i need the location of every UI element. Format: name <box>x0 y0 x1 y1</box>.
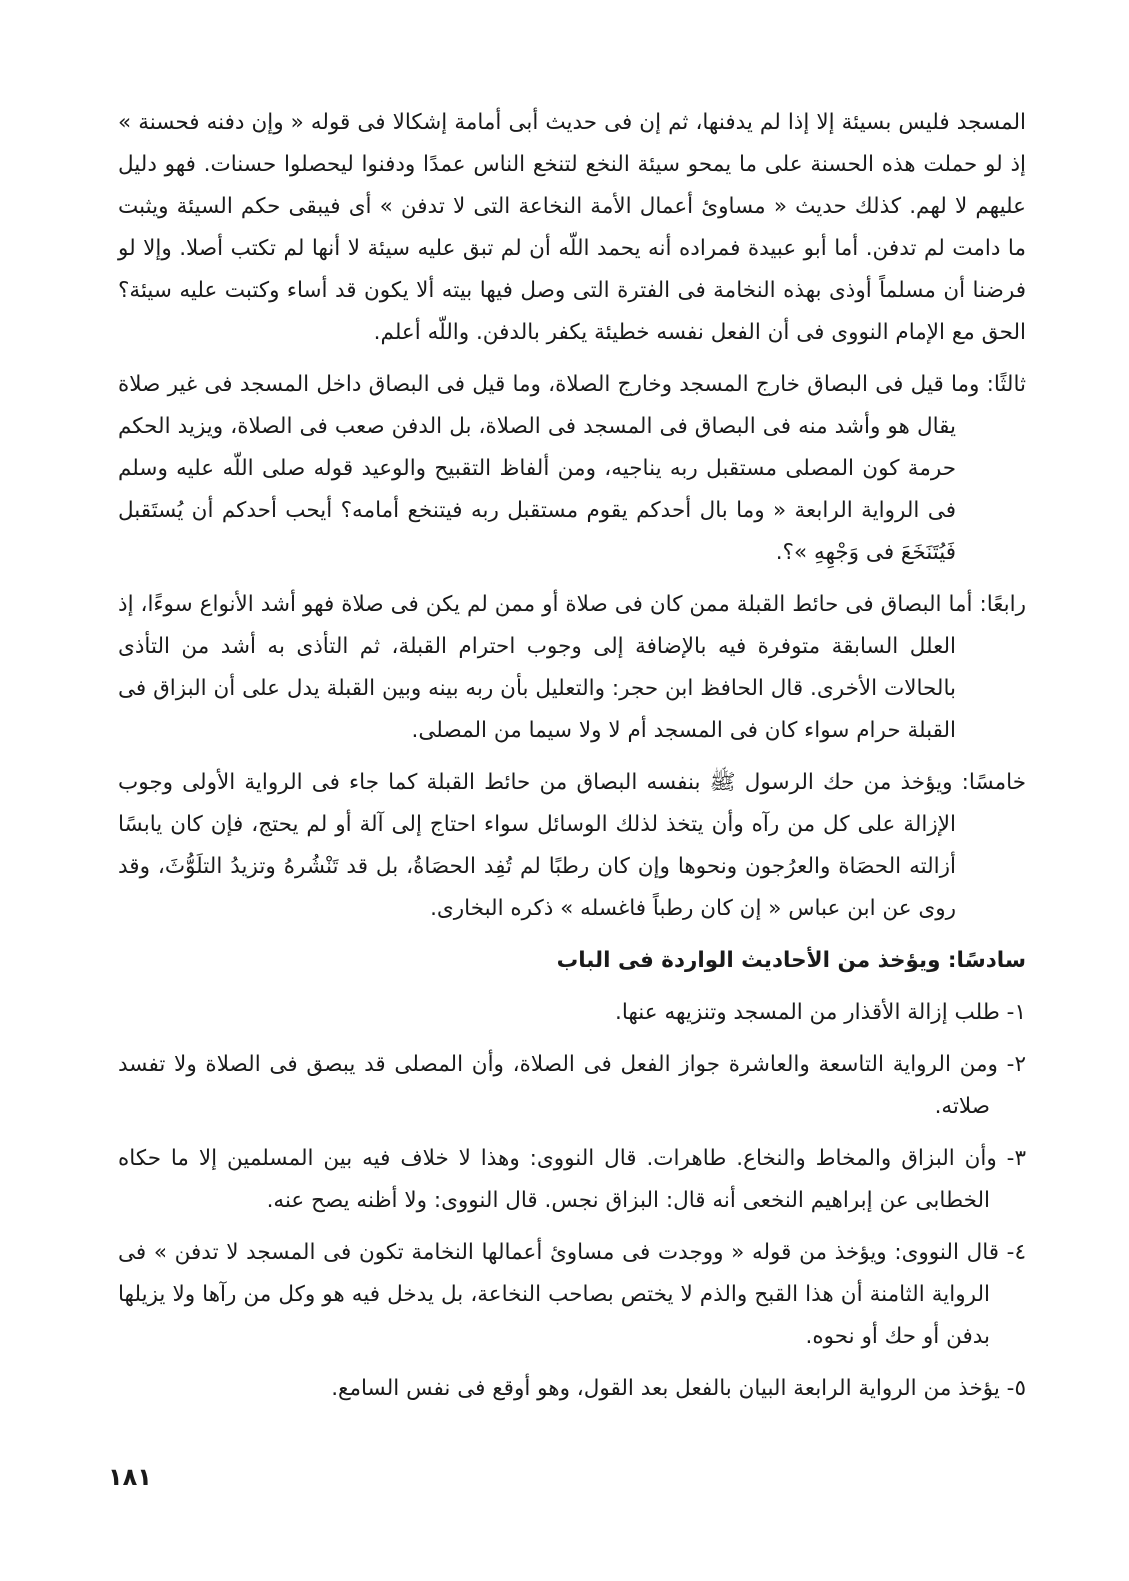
paragraph-fourth: رابعًا: أما البصاق فى حائط القبلة ممن كان فى صلاة أو ممن لم يكن فى صلاة فهو أشد الأنواع سوءًا، إذ العلل السابقة متوفرة فيه بالإضافة إلى وجوب احترام القبلة، ثم التأذى به أشد من التأذى بالحالات الأخرى. قال الحافظ ابن حجر: والتعليل بأن ربه بينه وبين القبلة يدل على أن البزاق فى القبلة حرام سواء كان فى المسجد أم لا ولا سيما من المصلى. <box>118 592 1026 743</box>
list-item: ٣- وأن البزاق والمخاط والنخاع. طاهرات. قال النووى: وهذا لا خلاف فيه بين المسلمين إلا ما حكاه الخطابى عن إبراهيم النخعى أنه قال: البزاق نجس. قال النووى: ولا أظنه يصح عنه. <box>118 1146 1026 1213</box>
section-heading-sixth: سادسًا: ويؤخذ من الأحاديث الواردة فى الباب <box>556 948 1026 973</box>
paragraph-fifth: خامسًا: ويؤخذ من حك الرسول ﷺ بنفسه البصاق من حائط القبلة كما جاء فى الرواية الأولى وجوب الإزالة على كل من رآه وأن يتخذ لذلك الوسائل سواء احتاج إلى آلة أو لم يحتج، فإن كان يابسًا أزالته الحصَاة والعرُجون ونحوها وإن كان رطبًا لم تُفِد الحصَاةُ، بل قد تَنْشُرهُ وتزيدُ التلَوُّثَ، وقد روى عن ابن عباس « إن كان رطباً فاغسله » ذكره البخارى. <box>118 770 1026 921</box>
paragraph-continuation: المسجد فليس بسيئة إلا إذا لم يدفنها، ثم إن فى حديث أبى أمامة إشكالا فى قوله « وإن دفنه فحسنة » إذ لو حملت هذه الحسنة على ما يمحو سيئة النخع لتنخع الناس عمدًا ودفنوا ليحصلوا حسنات. فهو دليل عليهم لا لهم. كذلك حديث « مساوئ أعمال الأمة النخاعة التى لا تدفن » أى فيبقى حكم السيئة ويثبت ما دامت لم تدفن. أما أبو عبيدة فمراده أنه يحمد اللّه أن لم تبق عليه سيئة لا أنها لم تكتب أصلا. وإلا لو فرضنا أن مسلماً أوذى بهذه النخامة فى الفترة التى وصل فيها بيته ألا يكون قد أساء وكتبت عليه سيئة؟ الحق مع الإمام النووى فى أن الفعل نفسه خطيئة يكفر بالدفن. واللّه أعلم. <box>118 110 1026 345</box>
page-number: ١٨١ <box>108 1463 152 1491</box>
list-item: ١- طلب إزالة الأقذار من المسجد وتنزيهه عنها. <box>615 1000 1026 1025</box>
list-item: ٥- يؤخذ من الرواية الرابعة البيان بالفعل بعد القول، وهو أوقع فى نفس السامع. <box>331 1376 1026 1401</box>
paragraph-third: ثالثًا: وما قيل فى البصاق خارج المسجد وخارج الصلاة، وما قيل فى البصاق داخل المسجد فى غير صلاة يقال هو وأشد منه فى البصاق فى المسجد فى الصلاة، بل الدفن صعب فى الصلاة، ويزيد الحكم حرمة كون المصلى مستقبل ربه يناجيه، ومن ألفاظ التقبيح والوعيد قوله صلى اللّه عليه وسلم فى الرواية الرابعة « وما بال أحدكم يقوم مستقبل ربه فيتنخع أمامه؟ أيحب أحدكم أن يُستَقبل فَيُتَنَخَعَ فى وَجْهِهِ »؟. <box>118 372 1026 565</box>
list-item: ٢- ومن الرواية التاسعة والعاشرة جواز الفعل فى الصلاة، وأن المصلى قد يبصق فى الصلاة ولا تفسد صلاته. <box>118 1052 1026 1119</box>
page-body <box>118 102 1026 1420</box>
list-item: ٤- قال النووى: ويؤخذ من قوله « ووجدت فى مساوئ أعمالها النخامة تكون فى المسجد لا تدفن » فى الرواية الثامنة أن هذا القبح والذم لا يختص بصاحب النخاعة، بل يدخل فيه هو وكل من رآها ولا يزيلها بدفن أو حك أو نحوه. <box>118 1240 1026 1349</box>
